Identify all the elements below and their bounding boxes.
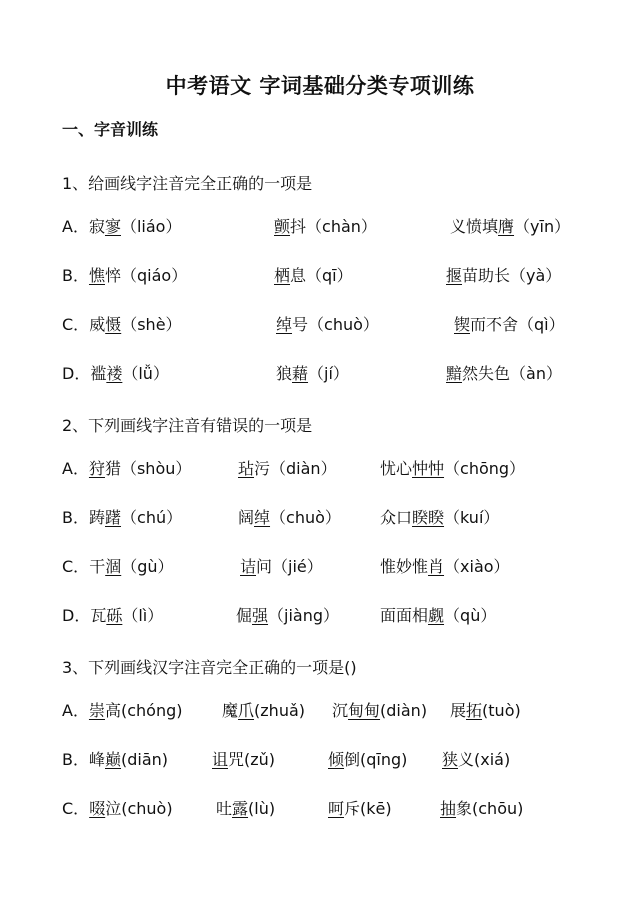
option-item [62, 261, 187, 291]
underlined-char: 啜 [89, 799, 106, 818]
underlined-char: 颤 [274, 217, 291, 236]
underlined-char: 抽 [440, 799, 457, 818]
pinyin-annotation: （yīn） [514, 217, 571, 236]
underlined-char: 诘 [240, 557, 257, 576]
word-text: 惟妙惟 [380, 557, 429, 576]
option-label: A． [62, 701, 89, 720]
word-text: 踌 [88, 508, 105, 527]
pinyin-annotation: （xiào） [444, 557, 510, 576]
underlined-char: 诅 [212, 750, 229, 769]
pinyin-annotation: （liáo） [120, 217, 182, 236]
pinyin-annotation: （chú） [121, 508, 183, 527]
pinyin-annotation: 而不舍（qì） [470, 315, 565, 334]
word-text: 众口 [380, 508, 413, 527]
option-item [446, 359, 562, 389]
option-item [62, 745, 168, 775]
pinyin-annotation: 斥(kē) [344, 799, 392, 818]
option-label: D． [62, 364, 91, 383]
option-item [240, 552, 323, 582]
word-text: 瓦 [90, 606, 107, 625]
question-stem: 1、给画线字注音完全正确的一项是 [62, 174, 313, 193]
underlined-char: 睽睽 [412, 508, 445, 527]
option-item [450, 696, 521, 726]
pinyin-annotation: （lǚ） [122, 364, 169, 383]
option-item [380, 454, 525, 484]
option-item [238, 454, 337, 484]
option-label: B． [62, 266, 89, 285]
word-text: 忧心 [380, 459, 413, 478]
underlined-char: 砾 [106, 606, 123, 625]
underlined-char: 崇 [88, 701, 105, 720]
pinyin-annotation: 问（jié） [256, 557, 323, 576]
option-item [62, 454, 191, 484]
underlined-char: 甸甸 [348, 701, 381, 720]
option-item [440, 794, 523, 824]
pinyin-annotation: 然失色（àn） [462, 364, 562, 383]
word-text: 干 [89, 557, 106, 576]
option-item [450, 212, 570, 242]
word-text: 阔 [238, 508, 255, 527]
pinyin-annotation: （chuò） [270, 508, 341, 527]
underlined-char: 强 [252, 606, 269, 625]
option-item [62, 212, 181, 242]
section-heading: 一、字音训练 [62, 120, 159, 139]
option-item [380, 601, 496, 631]
option-label: C． [62, 315, 90, 334]
pinyin-annotation: 咒(zǔ) [228, 750, 276, 769]
option-item [446, 261, 561, 291]
option-item [328, 794, 392, 824]
pinyin-annotation: 抖（chàn） [290, 217, 377, 236]
page-title: 中考语文 字词基础分类专项训练 [165, 74, 475, 98]
underlined-char: 膺 [498, 217, 515, 236]
underlined-char: 玷 [238, 459, 255, 478]
pinyin-annotation: （gù） [121, 557, 174, 576]
pinyin-annotation: (lù) [248, 799, 276, 818]
pinyin-annotation: 号（chuò） [292, 315, 379, 334]
option-item [328, 745, 407, 775]
word-text: 褴 [90, 364, 107, 383]
option-item [276, 310, 379, 340]
word-text: 峰 [88, 750, 105, 769]
option-label: C． [62, 799, 90, 818]
underlined-char: 褛 [106, 364, 123, 383]
pinyin-annotation: (diān) [121, 750, 169, 769]
option-item [236, 601, 339, 631]
underlined-char: 爪 [238, 701, 255, 720]
question-stem: 3、下列画线汉字注音完全正确的一项是() [62, 658, 357, 677]
option-item [62, 601, 163, 631]
option-item [454, 310, 565, 340]
underlined-char: 呵 [328, 799, 345, 818]
pinyin-annotation: (zhuǎ) [254, 701, 305, 720]
pinyin-annotation: 象(chōu) [456, 799, 524, 818]
underlined-char: 慑 [105, 315, 122, 334]
pinyin-annotation: （chōng） [444, 459, 526, 478]
pinyin-annotation: (tuò) [482, 701, 521, 720]
pinyin-annotation: （kuí） [444, 508, 500, 527]
underlined-char: 躇 [105, 508, 122, 527]
word-text: 寂 [88, 217, 105, 236]
word-text: 狼 [276, 364, 293, 383]
underlined-char: 倾 [328, 750, 345, 769]
word-text: 面面相 [380, 606, 429, 625]
word-text: 倔 [236, 606, 253, 625]
underlined-char: 狭 [442, 750, 459, 769]
option-item [222, 696, 305, 726]
word-text: 威 [89, 315, 106, 334]
option-label: B． [62, 750, 89, 769]
underlined-char: 藉 [292, 364, 309, 383]
underlined-char: 绰 [254, 508, 271, 527]
option-item [380, 552, 510, 582]
underlined-char: 揠 [446, 266, 463, 285]
option-item [62, 696, 182, 726]
option-label: A． [62, 217, 89, 236]
underlined-char: 栖 [274, 266, 291, 285]
option-item [62, 359, 169, 389]
option-label: A． [62, 459, 89, 478]
question-stem: 2、下列画线字注音有错误的一项是 [62, 416, 313, 435]
option-item [274, 261, 353, 291]
underlined-char: 绰 [276, 315, 293, 334]
pinyin-annotation: 污（diàn） [254, 459, 337, 478]
pinyin-annotation: 猎（shòu） [104, 459, 192, 478]
pinyin-annotation: (diàn) [380, 701, 428, 720]
underlined-char: 寥 [104, 217, 121, 236]
option-item [62, 794, 173, 824]
underlined-char: 锲 [454, 315, 471, 334]
pinyin-annotation: （jí） [308, 364, 349, 383]
option-item [380, 503, 499, 533]
pinyin-annotation: 高(chóng) [104, 701, 183, 720]
underlined-char: 露 [232, 799, 249, 818]
word-text: 魔 [222, 701, 239, 720]
option-item [274, 212, 377, 242]
option-item [238, 503, 341, 533]
word-text: 沉 [332, 701, 349, 720]
option-label: D． [62, 606, 91, 625]
option-item [332, 696, 427, 726]
option-item [62, 552, 174, 582]
underlined-char: 拓 [466, 701, 483, 720]
option-item [62, 503, 182, 533]
pinyin-annotation: （lì） [122, 606, 164, 625]
pinyin-annotation: 苗助长（yà） [462, 266, 562, 285]
pinyin-annotation: 悴（qiáo） [105, 266, 188, 285]
underlined-char: 忡忡 [412, 459, 445, 478]
underlined-char: 黯 [446, 364, 463, 383]
option-item [442, 745, 510, 775]
word-text: 展 [450, 701, 467, 720]
underlined-char: 肖 [428, 557, 445, 576]
option-item [216, 794, 275, 824]
pinyin-annotation: （qù） [444, 606, 497, 625]
underlined-char: 涸 [105, 557, 122, 576]
pinyin-annotation: 义(xiá) [458, 750, 511, 769]
word-text: 吐 [216, 799, 233, 818]
word-text: 义愤填 [450, 217, 499, 236]
underlined-char: 巅 [105, 750, 122, 769]
pinyin-annotation: 倒(qīng) [344, 750, 408, 769]
pinyin-annotation: 息（qī） [290, 266, 353, 285]
underlined-char: 狩 [88, 459, 105, 478]
underlined-char: 觑 [428, 606, 445, 625]
pinyin-annotation: （jiàng） [268, 606, 340, 625]
option-item [212, 745, 275, 775]
option-item [276, 359, 349, 389]
option-label: C． [62, 557, 90, 576]
option-label: B． [62, 508, 89, 527]
underlined-char: 憔 [88, 266, 105, 285]
option-item [62, 310, 182, 340]
pinyin-annotation: 泣(chuò) [105, 799, 173, 818]
pinyin-annotation: （shè） [121, 315, 182, 334]
